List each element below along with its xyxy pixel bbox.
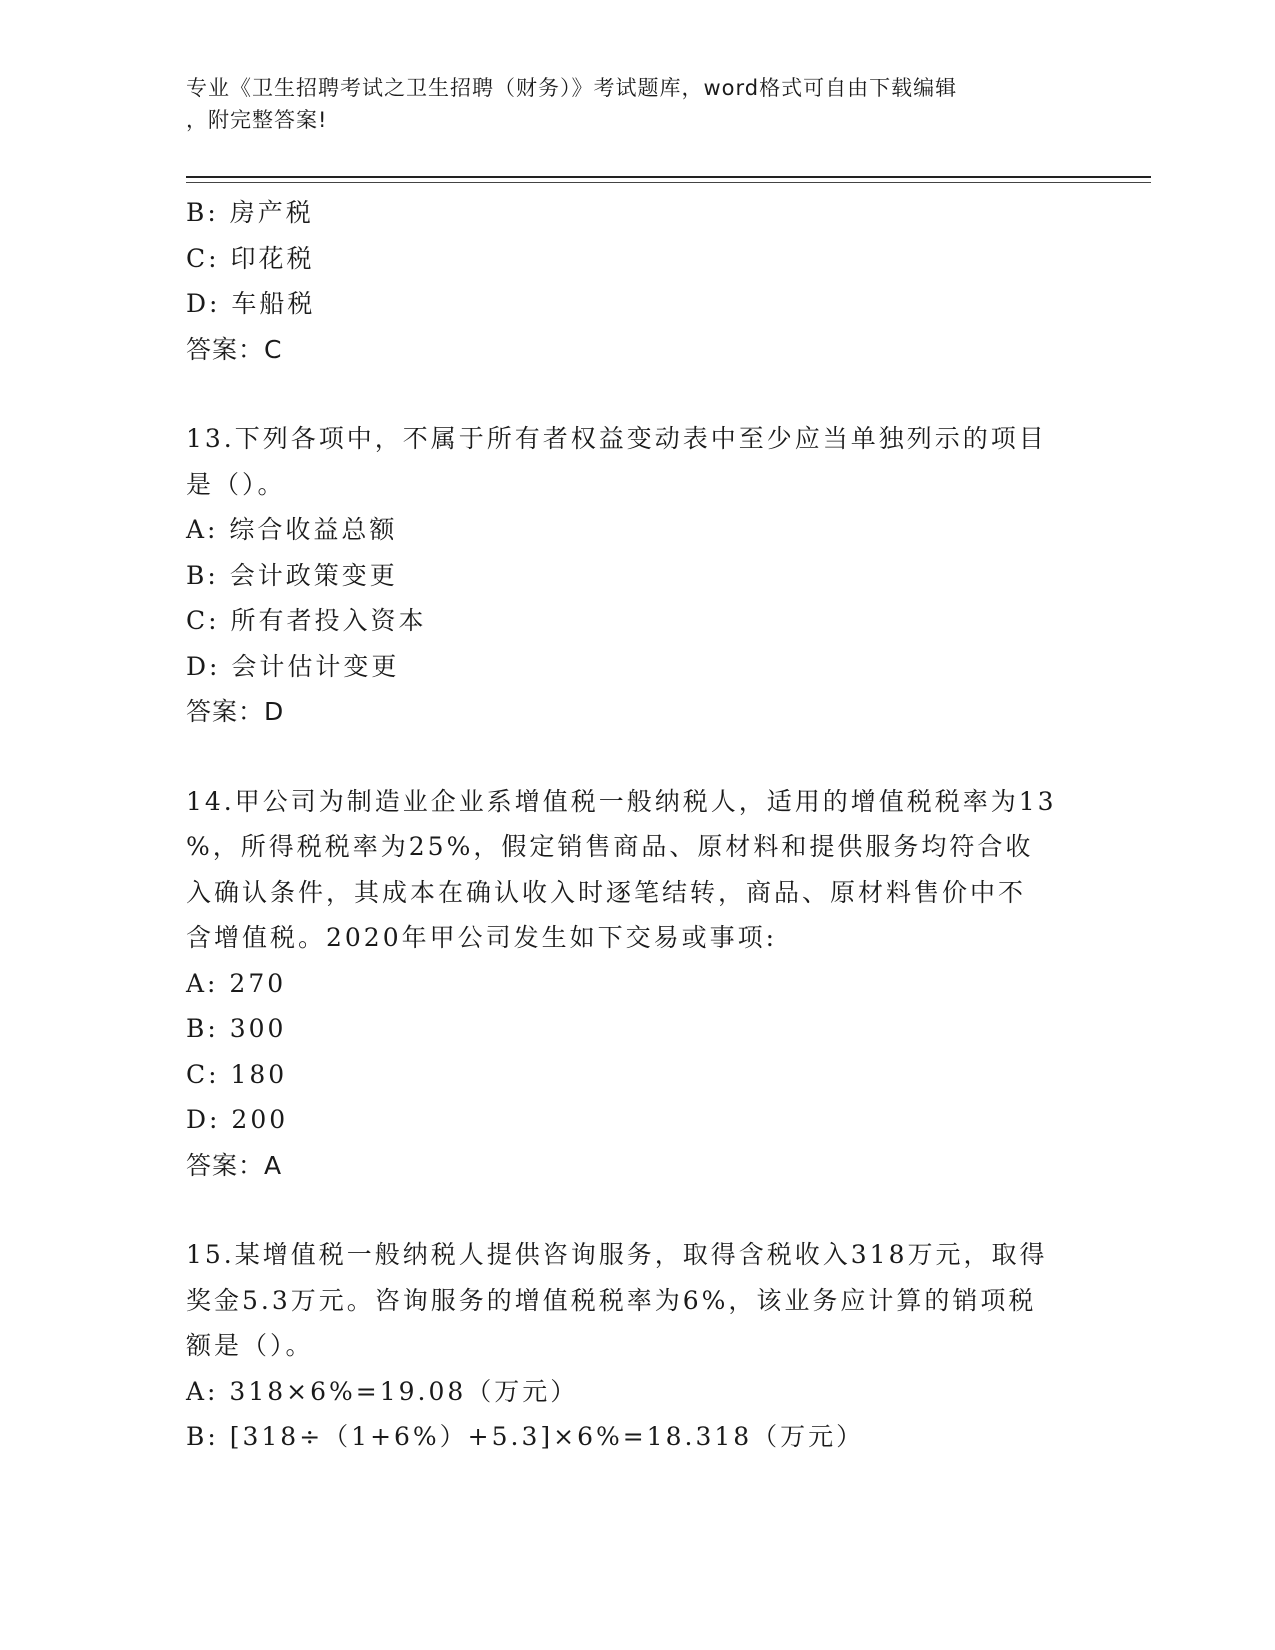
option-a: A: 综合收益总额: [186, 515, 398, 544]
question-15: [186, 1232, 1086, 1460]
option-b: B: 房产税: [186, 198, 314, 227]
header-rule-thick: [186, 176, 1151, 178]
option-d: D: 会计估计变更: [186, 651, 400, 681]
question-12-tail: [186, 190, 1086, 372]
header-line-2: ，附完整答案!: [186, 108, 328, 132]
question-13: [186, 416, 1086, 735]
option-b: B: [318÷（1+6%）+5.3]×6%=18.318（万元）: [186, 1422, 865, 1451]
answer: 答案：A: [186, 1150, 283, 1180]
answer: 答案：D: [186, 697, 285, 726]
option-d: D: 车船税: [186, 289, 316, 318]
question-stem: 额是（）。: [186, 1331, 314, 1360]
option-a: A: 318×6%=19.08（万元）: [186, 1376, 579, 1406]
question-stem: 含增值税。2020年甲公司发生如下交易或事项:: [186, 923, 778, 952]
option-b: B: 会计政策变更: [186, 560, 398, 590]
question-stem: 13.下列各项中，不属于所有者权益变动表中至少应当单独列示的项目: [186, 424, 1047, 453]
option-b: B: 300: [186, 1014, 287, 1043]
document-header: [186, 72, 1066, 136]
question-list: [186, 190, 1086, 1460]
option-c: C: 印花税: [186, 243, 315, 273]
header-line-1: 专业《卫生招聘考试之卫生招聘（财务）》考试题库，word格式可自由下载编辑: [186, 76, 958, 100]
question-stem: 14.甲公司为制造业企业系增值税一般纳税人，适用的增值税税率为13: [186, 786, 1057, 816]
option-a: A: 270: [186, 968, 287, 998]
question-stem: %，所得税税率为25%，假定销售商品、原材料和提供服务均符合收: [186, 832, 1034, 861]
option-d: D: 200: [186, 1105, 289, 1134]
answer: 答案：C: [186, 334, 283, 364]
question-stem: 是（）。: [186, 469, 286, 499]
question-stem: 入确认条件，其成本在确认收入时逐笔结转，商品、原材料售价中不: [186, 877, 1027, 907]
header-rule-thin: [186, 182, 1151, 183]
question-stem: 奖金5.3万元。咨询服务的增值税税率为6%，该业务应计算的销项税: [186, 1285, 1037, 1315]
question-stem: 15.某增值税一般纳税人提供咨询服务，取得含税收入318万元，取得: [186, 1240, 1048, 1269]
option-c: C: 180: [186, 1059, 288, 1089]
question-14: [186, 779, 1086, 1189]
option-c: C: 所有者投入资本: [186, 606, 427, 635]
